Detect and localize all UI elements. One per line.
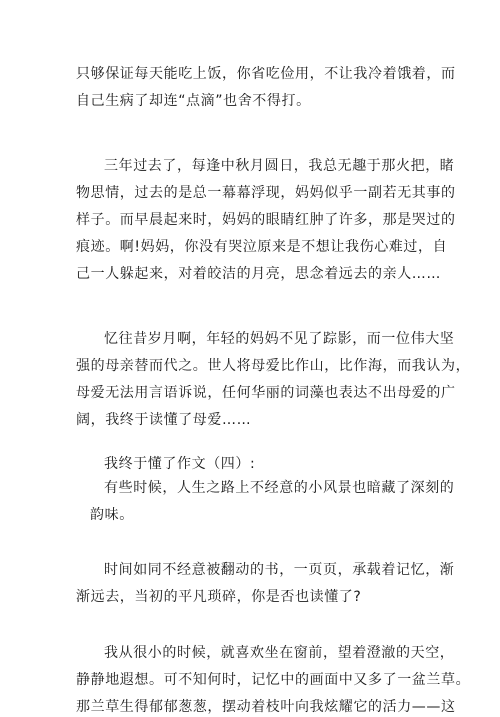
text-line: 阔，我终于读懂了母爱…… [76, 412, 252, 428]
paragraph-start: 忆往昔岁月啊，年轻的妈妈不见了踪影，而一位伟大坚 [104, 331, 455, 347]
paragraph-start: 有些时候，人生之路上不经意的小风景也暗藏了深刻的 [104, 480, 455, 496]
text-line: 己一人躲起来，对着皎洁的月亮，思念着远去的亲人…… [76, 266, 441, 282]
text-line: 只够保证每天能吃上饭，你省吃俭用，不让我冷着饿着，而 [76, 66, 456, 82]
text-line: 样子。而早晨起来时，妈妈的眼睛红肿了许多，那是哭过的 [76, 212, 456, 228]
text-line: 静静地遐想。可不知何时，记忆中的画面中又多了一盆兰草。 [76, 672, 471, 688]
text-line: 韵味。 [90, 507, 134, 523]
paragraph-start: 时间如同不经意被翻动的书，一页页，承载着记忆，渐 [104, 562, 455, 578]
paragraph-start: 三年过去了，每逢中秋月圆日，我总无趣于那火把，睹 [104, 158, 455, 174]
text-line: 母爱无法用言语诉说，任何华丽的词藻也表达不出母爱的广 [76, 385, 456, 401]
text-line: 强的母亲替而代之。世人将母爱比作山，比作海，而我认为， [76, 358, 471, 374]
text-line: 自己生病了却连“点滴”也舍不得打。 [76, 93, 311, 109]
section-heading: 我终于懂了作文（四）: [104, 456, 256, 472]
text-line: 物思情，过去的是总一幕幕浮现，妈妈似乎一副若无其事的 [76, 185, 456, 201]
text-line: 渐远去，当初的平凡琐碎，你是否也读懂了? [76, 589, 362, 605]
paragraph-start: 我从很小的时候，就喜欢坐在窗前，望着澄澈的天空， [104, 645, 455, 661]
text-line: 那兰草生得郁郁葱葱，摆动着枝叶向我炫耀它的活力——这 [76, 699, 456, 715]
text-line: 痕迹。啊!妈妈，你没有哭泣原来是不想让我伤心难过，自 [76, 239, 448, 255]
